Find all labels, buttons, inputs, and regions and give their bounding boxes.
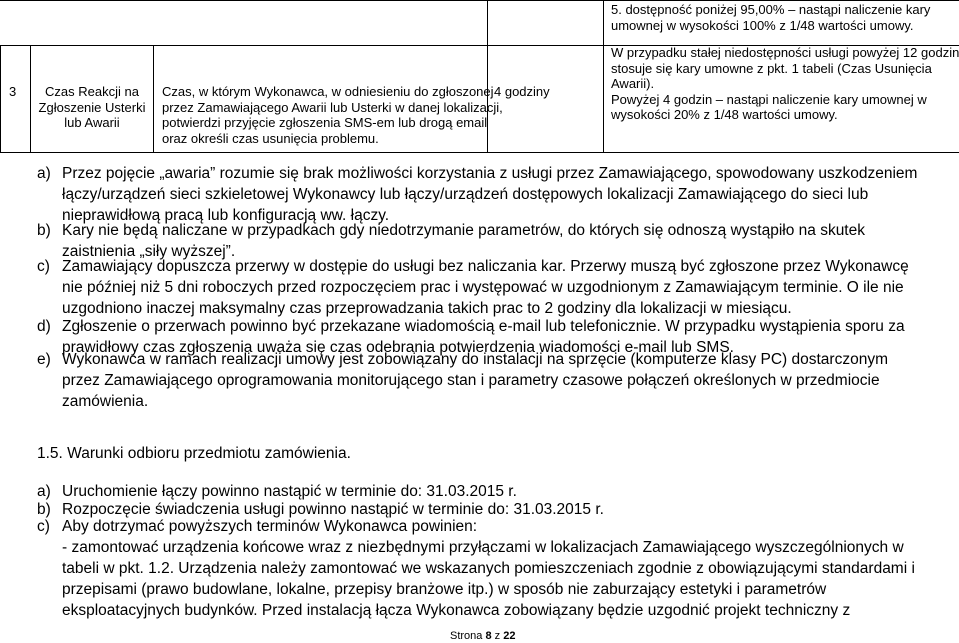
text-line: tabeli w pkt. 1.2. Urządzenia należy zamontować we wskazanych pomieszczeniach zgodnie z obowiązującymi standardami i (62, 560, 915, 577)
list-marker: e) (37, 351, 51, 368)
text-line: nieprawidłową pracą lub konfiguracją ww. łączy. (62, 207, 390, 224)
text-line: Przez pojęcie „awaria” rozumie się brak możliwości korzystania z usługi przez Zamawiającego, spowodowany uszkodzeniem (62, 165, 918, 182)
cell-line: 5. dostępność poniżej 95,00% – nastąpi naliczenie kary (611, 2, 931, 17)
cell-line: lub Awarii (64, 115, 120, 130)
text-line: zaistnienia „siły wyższej”. (62, 243, 236, 260)
list-marker: d) (37, 318, 51, 335)
footer-prefix: Strona (450, 630, 483, 642)
table-col-divider (0, 45, 1, 153)
text-line: Zgłoszenie o przerwach powinno być przekazane wiadomością e-mail lub telefonicznie. W przypadku wystąpienia sporu za (62, 318, 905, 335)
list-item (37, 256, 909, 319)
text-line: eksploatacyjnych budynków. Przed instalacją łącza Wykonawca zobowiązany będzie uzgodnić projekt techniczny z (62, 602, 851, 619)
text-line: prawidłowy czas zgłoszenia uważa się czas odebrania potwierdzenia wiadomości e-mail lub SMS. (62, 339, 734, 356)
cell-line: Czas, w którym Wykonawca, w odniesieniu do zgłoszonej (162, 84, 494, 99)
text-line: nie później niż 5 dni roboczych przed rozpoczęciem prac i występować w uzgodnionym z Zamawiającym terminie. O ile nie (62, 279, 904, 296)
list-marker: b) (37, 501, 51, 518)
row-number-cell: 3 (9, 84, 17, 99)
text-line: Zamawiający dopuszcza przerwy w dostępie do usługi bez naliczania kar. Przerwy muszą być zgłoszone przez Wykonawcę (62, 258, 909, 275)
section-heading: 1.5. Warunki odbioru przedmiotu zamówienia. (37, 445, 351, 462)
text-line: uzgodniono inaczej maksymalny czas przeprowadzania takich prac to 2 godziny dla lokalizacji w miesiącu. (62, 300, 792, 317)
row-penalty-cell (611, 45, 959, 123)
list-marker: a) (37, 165, 51, 182)
penalty-cell-prev (611, 2, 930, 33)
table-col-divider (603, 0, 604, 153)
text-line: - zamontować urządzenia końcowe wraz z niezbędnymi przyłączami w lokalizacjach Zamawiającego wyszczególnionych w (62, 539, 904, 556)
cell-line: potwierdzi przyjęcie zgłoszenia SMS-em lub drogą email (162, 115, 488, 130)
list-marker: b) (37, 222, 51, 239)
list-marker: c) (37, 258, 50, 275)
table-col-divider (153, 45, 154, 153)
cell-line: Czas Reakcji na (45, 84, 139, 99)
cell-line: umownej w wysokości 100% z 1/48 wartości umowy. (611, 17, 914, 33)
page-number: 8 (485, 630, 492, 642)
cell-line: oraz określi czas usunięcia problemu. (162, 130, 379, 146)
text-line: Wykonawca w ramach realizacji umowy jest zobowiązany do instalacji na sprzęcie (komputerze klasy PC) dostarczonym (62, 351, 888, 368)
list-marker: a) (37, 483, 51, 500)
row-name-cell (31, 84, 153, 131)
text-line: przepisami (prawo budowlane, lokalne, przepisy branżowe itp.) w sposób nie zaburzający estetyki i parametrów (62, 581, 827, 598)
page-total: 22 (503, 630, 516, 642)
row-description-cell (162, 84, 503, 146)
text-line: Aby dotrzymać powyższych terminów Wykonawca powinien: (62, 518, 478, 535)
text-line: Uruchomienie łączy powinno nastąpić w terminie do: 31.03.2015 r. (62, 483, 517, 500)
table-line-top (0, 0, 959, 1)
row-time-cell: 4 godziny (494, 84, 550, 99)
table-line-bottom (0, 152, 959, 153)
page-footer (450, 630, 515, 643)
cell-line: stosuje się kary umowne z pkt. 1 tabeli (Czas Usunięcia (611, 60, 932, 76)
list-item (37, 516, 915, 621)
text-line: Kary nie będą naliczane w przypadkach gdy niedotrzymanie parametrów, do których się odnoszą wystąpiło na skutek (62, 222, 865, 239)
cell-line: Awarii). (611, 76, 655, 91)
text-line: Rozpoczęcie świadczenia usługi powinno nastąpić w terminie do: 31.03.2015 r. (62, 501, 604, 518)
cell-line: wysokości 20% z 1/48 wartości umowy. (611, 107, 838, 122)
footer-separator: z (494, 630, 501, 642)
text-line: zamówienia. (62, 393, 149, 410)
text-line: łączy/urządzeń sieci szkieletowej Wykonawcy lub łączy/urządzeń dostępowych lokalizacji Zamawiającego do sieci lub (62, 186, 869, 203)
cell-line: Powyżej 4 godzin – nastąpi naliczenie kary umownej w (611, 91, 927, 107)
cell-line: Zgłoszenie Usterki (38, 99, 146, 115)
cell-line: W przypadku stałej niedostępności usługi powyżej 12 godzin (611, 45, 959, 60)
cell-line: przez Zamawiającego Awarii lub Usterki w danej lokalizacji, (162, 99, 503, 115)
list-item (37, 349, 888, 412)
list-item (37, 163, 917, 226)
text-line: przez Zamawiającego oprogramowania monitorującego stan i parametry czasowe połączeń określonych w przedmiocie (62, 372, 880, 389)
list-marker: c) (37, 518, 50, 535)
